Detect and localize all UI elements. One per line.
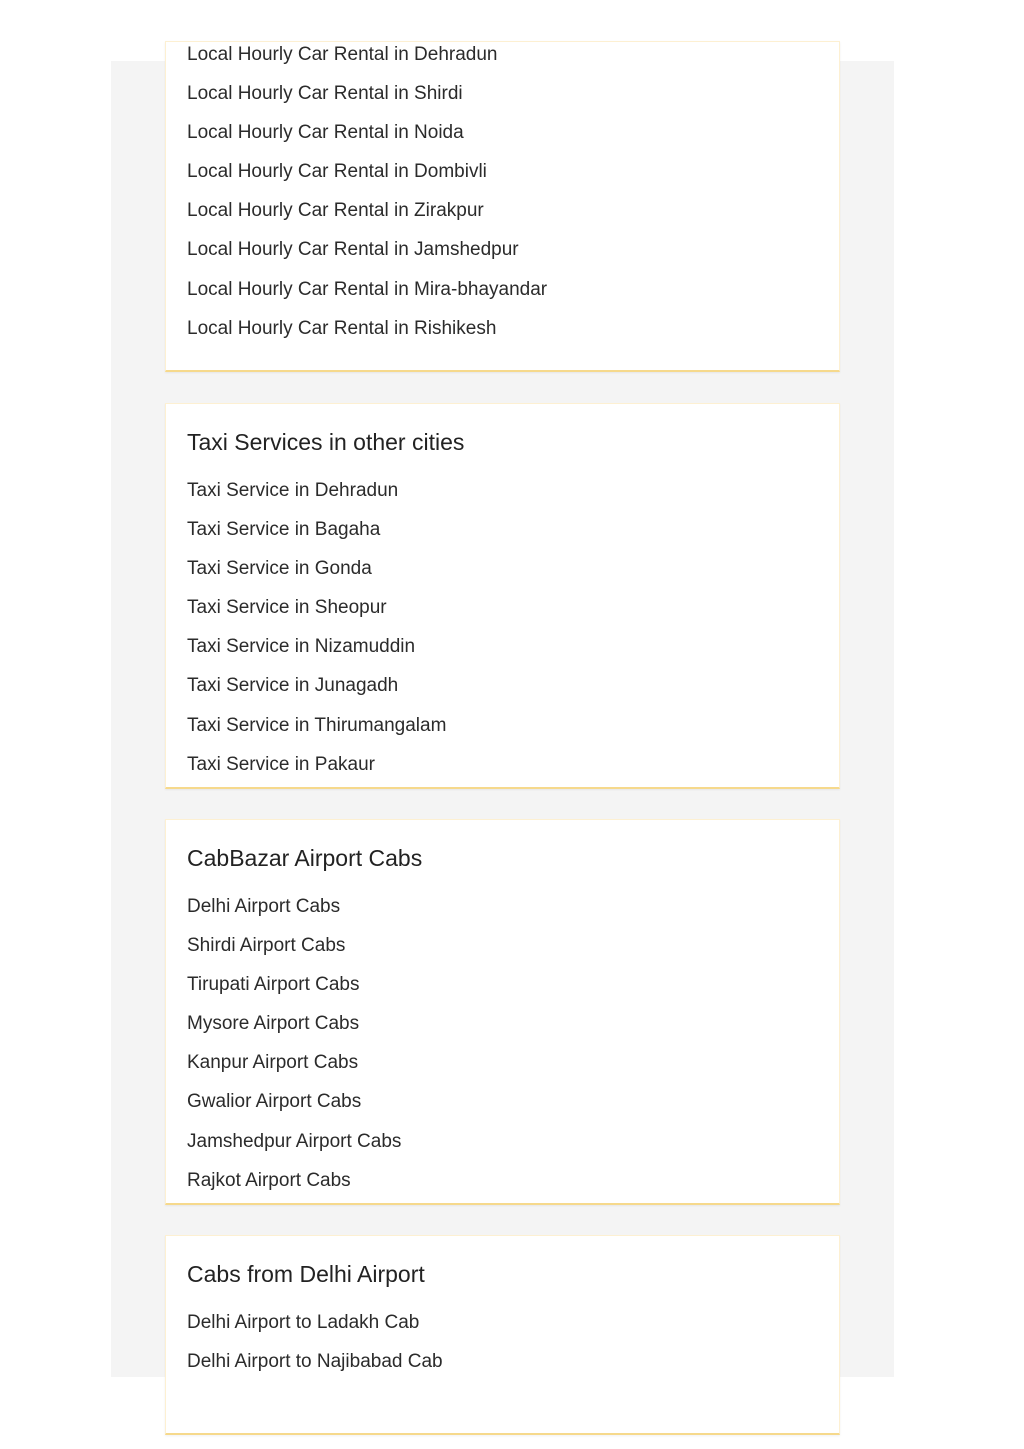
airport-cabs-card [165, 819, 840, 1205]
link-list [187, 1310, 839, 1440]
list-item-link[interactable]: Gwalior Airport Cabs [187, 1091, 362, 1113]
list-item-link[interactable]: Local Hourly Car Rental in Shirdi [187, 83, 463, 105]
link-list [187, 42, 839, 339]
link-list [187, 478, 839, 775]
list-item-link[interactable]: Local Hourly Car Rental in Zirakpur [187, 200, 484, 222]
page-content [111, 44, 894, 1377]
list-item-link[interactable]: Local Hourly Car Rental in Dombivli [187, 161, 487, 183]
list-item-link[interactable]: Delhi Airport Cabs [187, 896, 341, 917]
list-item-link[interactable]: Kanpur Airport Cabs [187, 1052, 359, 1074]
list-item-link[interactable]: Rajkot Airport Cabs [187, 1169, 351, 1191]
taxi-services-card [165, 403, 840, 789]
list-item-link[interactable]: Local Hourly Car Rental in Rishikesh [187, 317, 497, 339]
section-title: Taxi Services in other cities [187, 429, 465, 455]
list-item-link[interactable]: Taxi Service in Bagaha [187, 519, 381, 541]
list-item-link[interactable]: Mysore Airport Cabs [187, 1013, 360, 1035]
link-list [187, 894, 839, 1191]
list-item-link[interactable]: Taxi Service in Thirumangalam [187, 714, 447, 736]
list-item-link[interactable]: Delhi Airport to Najibabad Cab [187, 1351, 443, 1373]
section-title: Cabs from Delhi Airport [187, 1261, 425, 1287]
section-title: CabBazar Airport Cabs [187, 845, 423, 871]
list-item-link[interactable]: Taxi Service in Nizamuddin [187, 636, 416, 658]
list-item-link[interactable]: Jamshedpur Airport Cabs [187, 1130, 402, 1152]
list-item-link[interactable]: Taxi Service in Sheopur [187, 597, 387, 619]
list-item-link[interactable]: Tirupati Airport Cabs [187, 974, 360, 996]
list-item-link[interactable]: Taxi Service in Junagadh [187, 675, 399, 697]
list-item-link[interactable]: Local Hourly Car Rental in Mira-bhayandar [187, 278, 548, 300]
local-hourly-rental-card [165, 41, 840, 372]
list-item-link[interactable]: Local Hourly Car Rental in Jamshedpur [187, 239, 519, 261]
list-item-link[interactable]: Shirdi Airport Cabs [187, 935, 346, 957]
list-item-link[interactable]: Taxi Service in Pakaur [187, 753, 375, 775]
list-item-link[interactable]: Taxi Service in Dehradun [187, 480, 399, 501]
list-item-link[interactable]: Taxi Service in Gonda [187, 558, 372, 580]
list-item-link[interactable]: Local Hourly Car Rental in Dehradun [187, 44, 498, 65]
list-item-link[interactable]: Delhi Airport to Ladakh Cab [187, 1312, 420, 1333]
list-item-link[interactable]: Local Hourly Car Rental in Noida [187, 122, 464, 144]
delhi-airport-cabs-card [165, 1235, 840, 1435]
